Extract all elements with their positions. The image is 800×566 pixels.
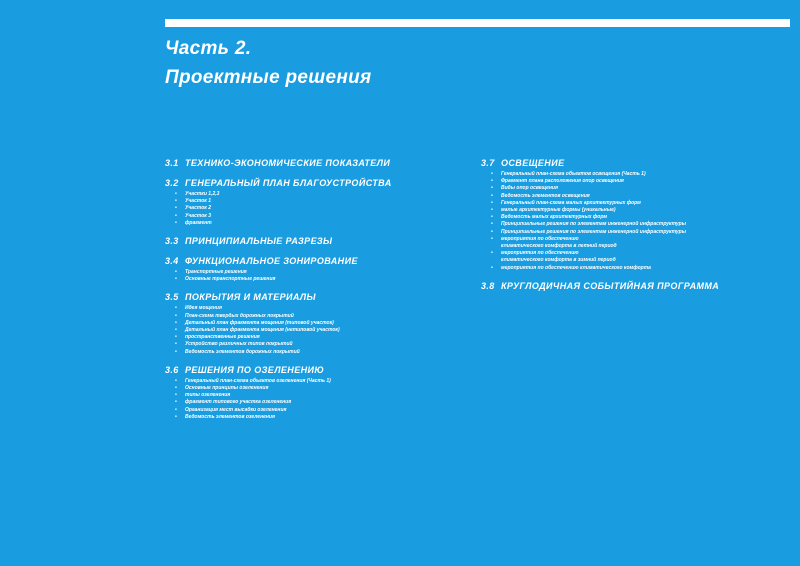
section-item: • Принципиальные решения по элементам инженерной инфраструктуры — [491, 229, 791, 236]
section-item: • Участок 1 — [175, 198, 465, 205]
section-items — [481, 171, 791, 272]
section-title: КРУГЛОДИЧНАЯ СОБЫТИЙНАЯ ПРОГРАММА — [501, 280, 720, 291]
section-items — [165, 378, 465, 421]
section-number: 3.2 — [165, 178, 179, 188]
section-item: • малые архитектурные формы (уникальные) — [491, 207, 791, 214]
section-item: • Участок 3 — [175, 213, 465, 220]
section-item: • Организация мест высадки озеленения — [175, 407, 465, 414]
section-item: • Ведомость элементов освещения — [491, 193, 791, 200]
section-item: • фрагмент — [175, 220, 465, 227]
toc-section — [165, 177, 465, 227]
section-title: ГЕНЕРАЛЬНЫЙ ПЛАН БЛАГОУСТРОЙСТВА — [185, 178, 392, 188]
section-heading — [165, 157, 465, 169]
section-item: климатического комфорта в летний период — [501, 243, 617, 250]
section-heading — [165, 364, 465, 376]
section-item: климатического комфорта в зимний период — [501, 257, 616, 264]
right-column — [481, 157, 791, 300]
toc-section — [165, 235, 465, 247]
section-item: • пространственные решения — [175, 334, 465, 341]
section-item: • Устройство различных типов покрытий — [175, 341, 465, 348]
top-rule — [165, 19, 790, 27]
section-item: • Транспортные решения — [175, 269, 465, 276]
section-title: РЕШЕНИЯ ПО ОЗЕЛЕНЕНИЮ — [185, 364, 325, 375]
section-item: • Ведомость элементов озеленения — [175, 414, 465, 421]
section-title: ПРИНЦИПИАЛЬНЫЕ РАЗРЕЗЫ — [185, 236, 333, 247]
section-item: • Фрагмент плана расположения опор освещения — [491, 178, 791, 185]
section-title: ТЕХНИКО-ЭКОНОМИЧЕСКИЕ ПОКАЗАТЕЛИ — [185, 158, 391, 168]
title-line-name: Проектные решения — [165, 67, 372, 88]
section-item: • фрагмент типового участка озеленения — [175, 399, 465, 406]
section-item: • Принципиальные решения по элементам инженерной инфраструктуры — [491, 221, 791, 228]
toc-section — [165, 157, 465, 169]
section-item: • Виды опор освещения — [491, 185, 791, 192]
section-items — [165, 191, 465, 227]
section-item: • Генеральный план-схема малых архитектурных форм — [491, 200, 791, 207]
section-item: • типы озеленения — [175, 392, 465, 399]
section-item: • Генеральный план-схема объектов освещения (Часть 1) — [491, 171, 791, 178]
title-line-part: Часть 2. — [165, 38, 252, 59]
section-item: • Ведомость малых архитектурных форм — [491, 214, 791, 221]
section-item: • Участки 1,2,3 — [175, 191, 465, 198]
section-heading — [165, 291, 465, 303]
section-item: • Идея мощения — [175, 305, 465, 312]
section-number: 3.3 — [165, 236, 179, 247]
section-number: 3.6 — [165, 364, 179, 375]
section-item: • Детальный план фрагмента мощения (типовой участок) — [175, 320, 465, 327]
section-heading — [481, 157, 791, 169]
section-title: ПОКРЫТИЯ И МАТЕРИАЛЫ — [185, 292, 316, 303]
section-title: ФУНКЦИОНАЛЬНОЕ ЗОНИРОВАНИЕ — [185, 256, 358, 267]
section-item: • Ведомость элементов дорожных покрытий — [175, 349, 465, 356]
section-items — [165, 305, 465, 355]
section-item: • Генеральный план-схема объектов озеленения (Часть 1) — [175, 378, 465, 385]
toc-section — [165, 364, 465, 421]
section-item: • мероприятия по обеспечению климатического комфорта — [491, 265, 791, 272]
section-item: • План-схема твердых дорожных покрытий — [175, 313, 465, 320]
section-item: • Участок 2 — [175, 205, 465, 212]
toc-section — [481, 280, 791, 292]
section-heading — [481, 280, 791, 292]
section-heading — [165, 235, 465, 247]
toc-section — [481, 157, 791, 272]
section-number: 3.7 — [481, 158, 495, 168]
section-number: 3.8 — [481, 280, 495, 291]
section-number: 3.4 — [165, 256, 179, 267]
toc-section — [165, 291, 465, 355]
toc-section — [165, 255, 465, 283]
section-item: • Детальный план фрагмента мощения (нетиповой участок) — [175, 327, 465, 334]
page-title — [165, 34, 372, 92]
section-number: 3.5 — [165, 292, 179, 303]
section-items — [165, 269, 465, 283]
section-item: • Основные транспортные решения — [175, 276, 465, 283]
section-number: 3.1 — [165, 158, 179, 168]
section-title: ОСВЕЩЕНИЕ — [501, 158, 565, 168]
left-column — [165, 157, 465, 429]
section-item: • Основные принципы озеленения — [175, 385, 465, 392]
section-heading — [165, 177, 465, 189]
section-heading — [165, 255, 465, 267]
section-item: • мероприятия по обеспечению — [491, 236, 791, 243]
section-item: • мероприятия по обеспечению — [491, 250, 791, 257]
